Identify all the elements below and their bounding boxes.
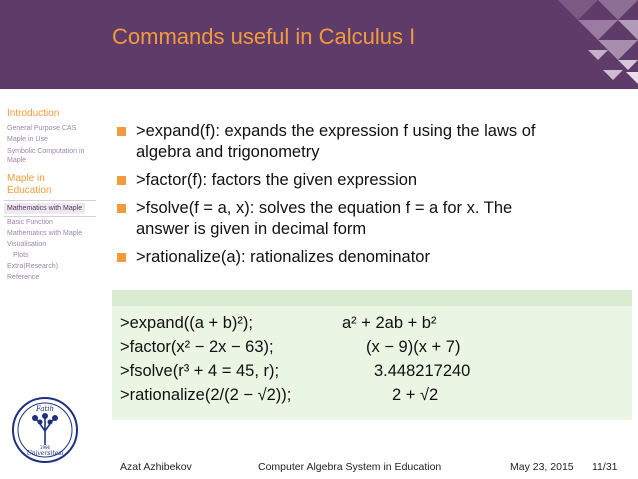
example-result: (x − 9)(x + 7)	[366, 338, 461, 356]
bullet-square-icon	[117, 176, 126, 185]
example-command: >factor(x² − 2x − 63);	[120, 338, 274, 356]
bullet-expand	[117, 121, 627, 163]
example-command: >expand((a + b)²);	[120, 314, 253, 332]
bullet-rationalize	[117, 247, 627, 268]
bullet-list	[117, 121, 627, 275]
example-command: >fsolve(r³ + 4 = 45, r);	[120, 362, 280, 380]
nav-divider	[4, 216, 96, 217]
nav-section-introduction[interactable]: Introduction	[7, 108, 60, 119]
university-logo	[12, 397, 78, 463]
example-result: a² + 2ab + b²	[342, 314, 437, 332]
example-box	[112, 290, 632, 420]
example-box-header	[112, 290, 632, 306]
nav-item-maple-in-use[interactable]: Maple in Use	[7, 136, 48, 143]
nav-item-general-purpose-cas[interactable]: General Purpose CAS	[7, 125, 77, 132]
footer-author: Azat Azhibekov	[120, 461, 192, 473]
footer-date: May 23, 2015	[510, 461, 574, 473]
bullet-text: >fsolve(f = a, x): solves the equation f = a for x. The	[136, 199, 513, 217]
bullet-text: >expand(f): expands the expression f using the laws of	[136, 122, 536, 140]
nav-item-symbolic-computation[interactable]: Symbolic Computation in	[7, 148, 85, 155]
bullet-text: >factor(f): factors the given expression	[136, 171, 418, 189]
bullet-text-continuation: algebra and trigonometry	[136, 143, 320, 161]
nav-section-maple-in-education-line2[interactable]: Education	[7, 185, 52, 196]
nav-section-maple-in-education[interactable]: Maple in	[7, 173, 45, 184]
nav-divider	[4, 200, 96, 201]
example-result: 2 + √2	[392, 386, 439, 404]
bullet-square-icon	[117, 127, 126, 136]
decorative-triangles-icon	[478, 0, 638, 89]
example-result: 3.448217240	[374, 362, 471, 380]
example-box-body	[112, 306, 632, 420]
nav-item-visualisation[interactable]: Visualisation	[7, 241, 47, 248]
bullet-factor	[117, 170, 627, 191]
slide-title: Commands useful in Calculus I	[112, 24, 416, 49]
slide-header	[0, 0, 638, 89]
example-command: >rationalize(2/(2 − √2));	[120, 386, 292, 404]
nav-item-reference[interactable]: Reference	[7, 274, 40, 281]
bullet-text-continuation: answer is given in decimal form	[136, 220, 367, 238]
svg-text:1996: 1996	[39, 445, 51, 450]
nav-item-current[interactable]: Mathematics with Maple	[4, 203, 85, 214]
bullet-square-icon	[117, 204, 126, 213]
nav-item-symbolic-computation-line2[interactable]: Maple	[7, 157, 27, 164]
bullet-fsolve	[117, 198, 627, 240]
svg-text:Universitesi: Universitesi	[26, 450, 64, 457]
nav-item-extra-research[interactable]: Extra(Research)	[7, 263, 58, 270]
bullet-square-icon	[117, 253, 126, 262]
svg-text:Fatih: Fatih	[35, 405, 55, 413]
bullet-text: >rationalize(a): rationalizes denominator	[136, 248, 430, 266]
footer-page-number: 11/31	[592, 461, 618, 473]
nav-item-plots[interactable]: Plots	[13, 252, 29, 259]
footer-presentation-title: Computer Algebra System in Education	[258, 461, 442, 473]
nav-item-basic-function[interactable]: Basic Function	[7, 219, 53, 226]
nav-item-mathematics-with-maple[interactable]: Mathematics with Maple	[7, 230, 83, 237]
